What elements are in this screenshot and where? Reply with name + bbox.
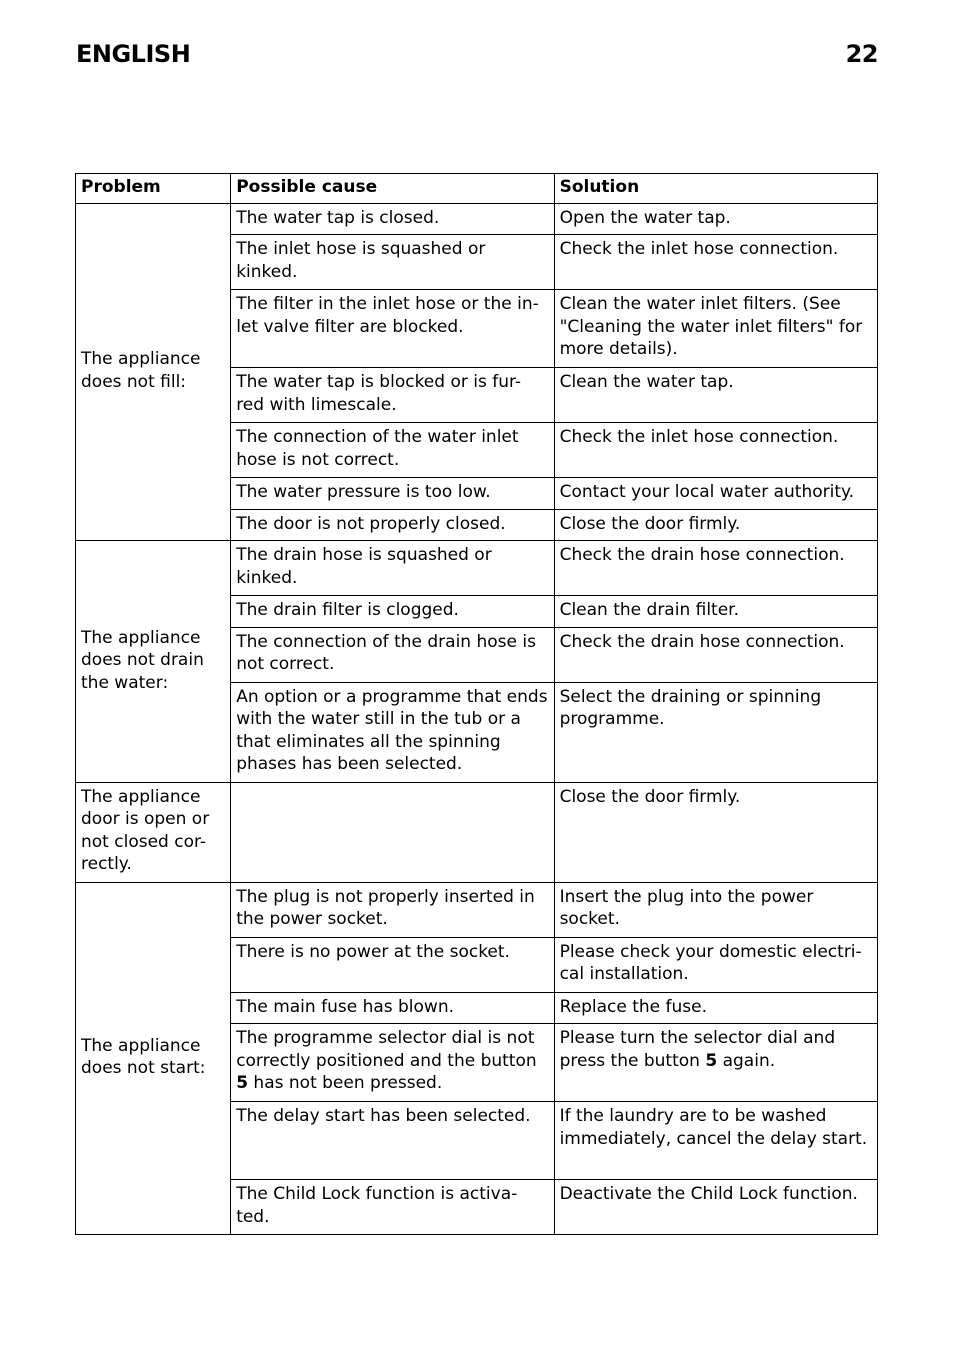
solution-cell: If the laundry are to be washed immediately, cancel the delay start. bbox=[554, 1102, 877, 1180]
column-header-problem: Problem bbox=[76, 174, 231, 204]
cause-cell: The drain hose is squashed or kinked. bbox=[231, 541, 554, 596]
solution-cell: Check the drain hose connection. bbox=[554, 627, 877, 682]
cause-cell: The delay start has been selected. bbox=[231, 1102, 554, 1180]
page-number: 22 bbox=[845, 40, 878, 68]
cause-cell: The drain filter is clogged. bbox=[231, 596, 554, 628]
solution-cell: Select the draining or spinning programme. bbox=[554, 682, 877, 782]
cause-cell: There is no power at the socket. bbox=[231, 937, 554, 992]
solution-cell: Deactivate the Child Lock function. bbox=[554, 1180, 877, 1235]
cause-text-end: has not been pressed. bbox=[248, 1073, 443, 1093]
solution-cell: Clean the drain filter. bbox=[554, 596, 877, 628]
solution-cell: Check the inlet hose connection. bbox=[554, 235, 877, 290]
solution-cell: Check the inlet hose connection. bbox=[554, 423, 877, 478]
column-header-solution: Solution bbox=[554, 174, 877, 204]
column-header-cause: Possible cause bbox=[231, 174, 554, 204]
button-number: 5 bbox=[705, 1050, 718, 1071]
solution-cell: Clean the water tap. bbox=[554, 368, 877, 423]
solution-cell: Please check your domestic electri-cal installation. bbox=[554, 937, 877, 992]
solution-cell: Contact your local water authority. bbox=[554, 478, 877, 510]
problem-cell: The appliance does not fill: bbox=[76, 203, 231, 541]
solution-cell: Clean the water inlet filters. (See "Cleaning the water inlet filters" for more details). bbox=[554, 290, 877, 368]
cause-cell: The connection of the drain hose is not correct. bbox=[231, 627, 554, 682]
solution-cell: Check the drain hose connection. bbox=[554, 541, 877, 596]
cause-cell: The water pressure is too low. bbox=[231, 478, 554, 510]
cause-cell: The inlet hose is squashed or kinked. bbox=[231, 235, 554, 290]
solution-cell: Open the water tap. bbox=[554, 203, 877, 235]
table-row bbox=[76, 782, 878, 882]
cause-cell: The connection of the water inlet hose is not correct. bbox=[231, 423, 554, 478]
problem-cell: The appliance does not drain the water: bbox=[76, 541, 231, 783]
cause-cell: The Child Lock function is activa-ted. bbox=[231, 1180, 554, 1235]
solution-cell: Close the door firmly. bbox=[554, 509, 877, 541]
language-label: ENGLISH bbox=[76, 40, 191, 68]
cause-cell: An option or a programme that ends with the water still in the tub or a that eliminates all the spinning phases has been selected. bbox=[231, 682, 554, 782]
table-row bbox=[76, 203, 878, 235]
solution-text-start: Please turn the selector dial and press the button bbox=[559, 1028, 836, 1071]
cause-cell: The main fuse has blown. bbox=[231, 992, 554, 1024]
table-row bbox=[76, 541, 878, 596]
cause-cell: The plug is not properly inserted in the power socket. bbox=[231, 882, 554, 937]
button-number: 5 bbox=[236, 1073, 249, 1093]
cause-cell: The filter in the inlet hose or the in-let valve filter are blocked. bbox=[231, 290, 554, 368]
table-header-row bbox=[76, 174, 878, 204]
problem-cell: The appliance door is open or not closed cor-rectly. bbox=[76, 782, 231, 882]
cause-cell: The water tap is closed. bbox=[231, 203, 554, 235]
problem-cell: The appliance does not start: bbox=[76, 882, 231, 1235]
troubleshooting-table bbox=[75, 173, 878, 1235]
solution-cell: Close the door firmly. bbox=[554, 782, 877, 882]
solution-text-end: again. bbox=[717, 1050, 776, 1071]
cause-cell: The water tap is blocked or is fur-red with limescale. bbox=[231, 368, 554, 423]
cause-cell bbox=[231, 1024, 554, 1102]
cause-cell bbox=[231, 782, 554, 882]
cause-text-start: The programme selector dial is not correctly positioned and the button bbox=[236, 1028, 537, 1071]
solution-cell: Replace the fuse. bbox=[554, 992, 877, 1024]
cause-cell: The door is not properly closed. bbox=[231, 509, 554, 541]
solution-cell: Insert the plug into the power socket. bbox=[554, 882, 877, 937]
page-header bbox=[76, 40, 878, 68]
solution-cell bbox=[554, 1024, 877, 1102]
table-row bbox=[76, 882, 878, 937]
